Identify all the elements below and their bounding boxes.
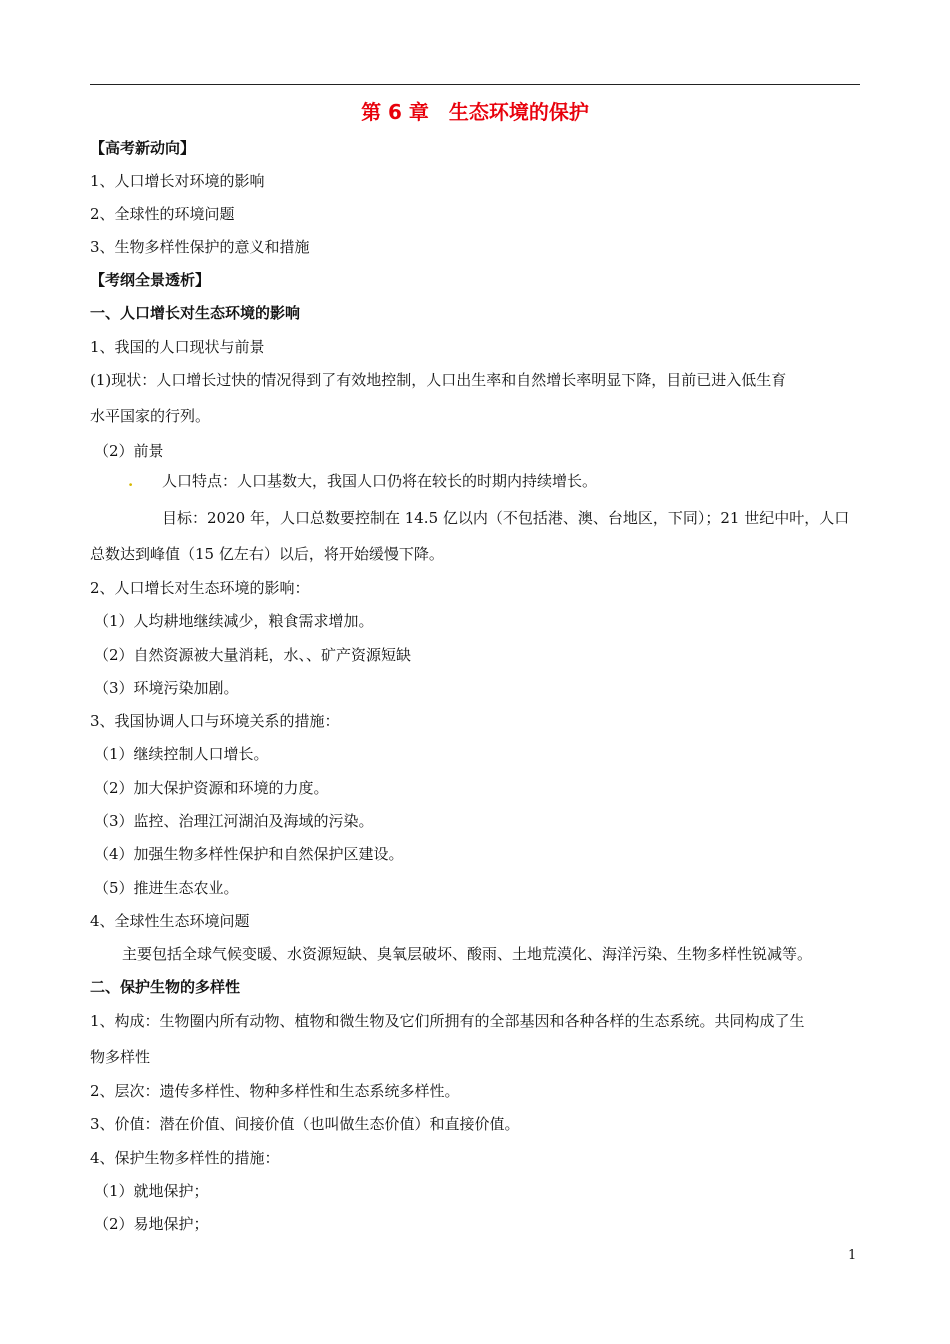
list-item: （2）易地保护； [94, 1215, 209, 1233]
trend-heading: 【高考新动向】 [90, 139, 196, 157]
page-title: 第 6 章 生态环境的保护 [361, 100, 589, 124]
list-item: （3）监控、治理江河湖泊及海域的污染。 [94, 812, 374, 830]
list-item: （1）人均耕地继续减少，粮食需求增加。 [94, 612, 374, 630]
header-rule [90, 84, 860, 85]
part1-heading: 一、人口增长对生态环境的影响 [90, 304, 301, 322]
list-item: （1）就地保护； [94, 1182, 209, 1200]
p1-subheading: 4、全球性生态环境问题 [90, 912, 250, 930]
list-item: （5）推进生态农业。 [94, 879, 239, 897]
p1-trait: 人口特点：人口基数大，我国人口仍将在较长的时期内持续增长。 [162, 472, 598, 490]
trend-item: 1、人口增长对环境的影响 [90, 172, 265, 190]
list-item: （2）自然资源被大量消耗，水、、矿产资源短缺 [94, 646, 412, 664]
p1-subheading: 1、我国的人口现状与前景 [90, 338, 265, 356]
bullet-icon: . [128, 472, 134, 490]
p1-subheading: 2、人口增长对生态环境的影响： [90, 579, 310, 597]
part2-heading: 二、保护生物的多样性 [90, 978, 241, 996]
p2-levels: 2、层次：遗传多样性、物种多样性和生态系统多样性。 [90, 1082, 460, 1100]
p1-goal-line: 总数达到峰值（15 亿左右）以后，将开始缓慢下降。 [90, 545, 444, 563]
p1-status-line: (1)现状：人口增长过快的情况得到了有效地控制，人口出生率和自然增长率明显下降，目前已进入低生育 [90, 371, 787, 389]
p1-global: 主要包括全球气候变暖、水资源短缺、臭氧层破坏、酸雨、土地荒漠化、海洋污染、生物多样性锐减等。 [122, 945, 813, 963]
trend-item: 3、生物多样性保护的意义和措施 [90, 238, 310, 256]
trend-item: 2、全球性的环境问题 [90, 205, 235, 223]
p1-subheading: 3、我国协调人口与环境关系的措施： [90, 712, 340, 730]
list-item: （2）加大保护资源和环境的力度。 [94, 779, 329, 797]
p2-subheading: 4、保护生物多样性的措施： [90, 1149, 280, 1167]
p2-composition-line: 物多样性 [90, 1048, 151, 1066]
list-item: （3）环境污染加剧。 [94, 679, 239, 697]
p2-composition-line: 1、构成：生物圈内所有动物、植物和微生物及它们所拥有的全部基因和各种各样的生态系统。共同构成了生 [90, 1012, 805, 1030]
page-number: 1 [848, 1248, 857, 1263]
outline-heading: 【考纲全景透析】 [90, 271, 211, 289]
p1-goal-line: 目标：2020 年，人口总数要控制在 14.5 亿以内（不包括港、澳、台地区，下同）；21 世纪中叶，人口 [162, 509, 850, 527]
p2-value: 3、价值：潜在价值、间接价值（也叫做生态价值）和直接价值。 [90, 1115, 520, 1133]
list-item: （4）加强生物多样性保护和自然保护区建设。 [94, 845, 404, 863]
p1-prospect: （2）前景 [94, 442, 164, 460]
p1-status-line: 水平国家的行列。 [90, 407, 211, 425]
list-item: （1）继续控制人口增长。 [94, 745, 269, 763]
